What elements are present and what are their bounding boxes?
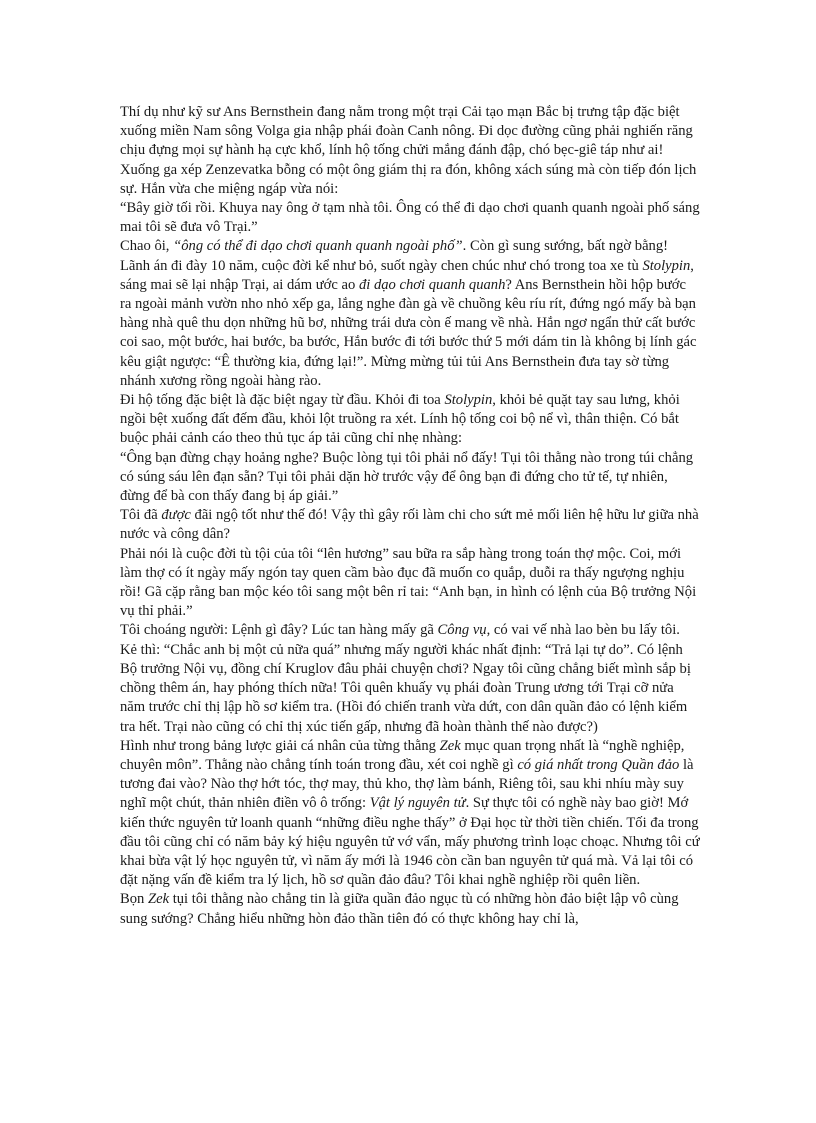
- paragraph: [120, 890, 700, 928]
- italic-text: Zek: [147, 891, 170, 908]
- italic-text: được: [161, 507, 191, 524]
- text-run: . Sự thực tôi có nghề này bao giờ! Mớ kiến thức nguyên tử loanh quanh “những điều nghe thấy” ở Đại học từ thời tiền chiến. Tối đa trong đầu tôi cũng chỉ có năm bảy ký hiệu nguyên tử vớ vẩn, mấy phương trình loạc choạc. Nhưng tôi cứ khai bừa vật lý học nguyên tử, vì năm ấy mới là 1946 còn cần ban nguyên tử quá mà. Vả lại tôi có đặt nặng vấn đề kiểm tra lý lịch, hồ sơ quần đảo đâu? Tôi khai nghề nghiệp rồi quên liền.: [120, 795, 700, 889]
- text-run: . Còn gì sung sướng, bất ngờ bằng! Lãnh án đi đày 10 năm, cuộc đời kể như bỏ, suốt ngày chen chúc như chó trong toa xe tù: [120, 238, 668, 274]
- paragraph: [120, 545, 700, 622]
- italic-text: Công vụ: [437, 622, 487, 639]
- text-run: Thí dụ như kỹ sư Ans Bernsthein đang nằm trong một trại Cải tạo mạn Bắc bị trưng tập đặc biệt xuống miền Nam sông Volga gia nhập phái đoàn Canh nông. Đi dọc đường cũng phải nghiến răng chịu đựng mọi sự hành hạ cực khổ, lính hộ tống chửi mắng đánh đập, chó bẹc-giê táp như ai! Xuống ga xép Zenzevatka bỗng có một ông giám thị ra đón, không xách súng mà còn tiếp đón lịch sự. Hắn vừa che miệng ngáp vừa nói:: [120, 104, 697, 197]
- italic-text: Zek: [439, 737, 461, 754]
- italic-text: Stolypin: [444, 392, 493, 409]
- paragraph: [120, 237, 700, 391]
- text-run: Tôi choáng người: Lệnh gì đây? Lúc tan hàng mấy gã: [120, 622, 438, 639]
- text-run: Tôi đã: [120, 507, 162, 524]
- text-run: đãi ngộ tốt như thế đó! Vậy thì gây rối làm chi cho sứt mẻ mối liên hệ hữu lư giữa nhà nước và công dân?: [120, 507, 699, 543]
- text-run: Phải nói là cuộc đời tù tội của tôi “lên hương” sau bữa ra sắp hàng trong toán thợ mộc. Coi, mới làm thợ có ít ngày mấy ngón tay quen cầm bào đục đã muốn co quắp, duỗi ra thấy ngượng nghịu rồi! Gã cặp rằng ban mộc kéo tôi sang một bên rỉ tai: “Anh bạn, in hình có lệnh của Bộ trưởng Nội vụ thỉ phải.”: [120, 545, 697, 620]
- paragraph: [120, 737, 700, 891]
- italic-text: có giá nhất trong Quần đảo: [517, 756, 680, 773]
- text-run: , có vai vế nhà lao bèn bu lấy tôi. Kẻ thì: “Chắc anh bị một củ nữa quá” nhưng mấy người khác nhất định: “Trả lại tự do”. Có lệnh Bộ trưởng Nội vụ, đồng chí Kruglov đâu phải chuyện chơi? Ngay tôi cũng chẳng biết mình sắp bị chồng thêm án, hay phóng thích nữa! Tôi quên khuấy vụ phái đoàn Trung ương tới Trại cỡ nửa năm trước chỉ thị lập hồ sơ kiểm tra. (Hồi đó chiến tranh vừa dứt, con dân quần đảo có lệnh kiểm tra hết. Trại nào cũng có chỉ thị xúc tiến gấp, nhưng đã hoàn thành thế nào được?): [120, 622, 691, 735]
- paragraph: [120, 103, 700, 199]
- paragraph: [120, 391, 700, 449]
- text-run: ? Ans Bernsthein hồi hộp bước ra ngoài mảnh vườn nho nhỏ xếp ga, lắng nghe đàn gà về chuồng kêu ríu rít, đứng ngó mấy bà bạn hàng nhà quê thu dọn những hũ bơ, những trái dưa còn ế mang về nhà. Hắn ngơ ngẩn thử cất bước coi sao, một bước, hai bước, ba bước, Hắn bước đi tới bước thứ 5 mới dám tin là không bị lính gác kêu giật ngược: “Ê thường kia, đứng lại!”. Mừng mừng tủi tủi Ans Bernsthein đưa tay sờ từng nhánh xương rồng ngoài hàng rào.: [120, 276, 697, 389]
- document-body: [120, 103, 700, 929]
- text-run: là tương đai vào? Nào thợ hớt tóc, thợ may, thủ kho, thợ làm bánh, Riêng tôi, sau khi nhíu mày suy nghĩ một chút, thản nhiên điền vô ô trống:: [120, 756, 694, 812]
- paragraph: [120, 506, 700, 544]
- italic-text: Stolypin: [642, 257, 691, 274]
- paragraph: [120, 199, 700, 237]
- paragraph: [120, 449, 700, 507]
- text-run: , khỏi bẻ quặt tay sau lưng, khỏi ngồi bệt xuống đất đếm đầu, khỏi lột truồng ra xét. Lính hộ tống coi bộ nể vì, thân thiện. Có bắt buộc phải cảnh cáo theo thủ tục áp tải cũng chỉ nhẹ nhàng:: [120, 392, 680, 447]
- italic-text: đi dạo chơi quanh quanh: [358, 276, 506, 293]
- text-run: Bọn: [120, 891, 148, 908]
- paragraph: [120, 621, 700, 736]
- italic-text: “ông có thể đi dạo chơi quanh quanh ngoài phố”: [173, 238, 463, 255]
- text-run: Hình như trong bảng lược giải cá nhân của từng thằng: [120, 737, 440, 754]
- text-run: “Ông bạn đừng chạy hoảng nghe? Buộc lòng tụi tôi phải nổ đấy! Tụi tôi thằng nào trong túi chẳng có súng sáu lên đạn sẵn? Tụi tôi phải dặn hờ trước vậy để ông bạn đi đứng cho tử tế, tự nhiên, đừng để bà con thấy đang bị áp giải.”: [120, 449, 694, 505]
- text-run: , sáng mai sẽ lại nhập Trại, ai dám ước ao: [120, 257, 694, 293]
- text-run: mục quan trọng nhất là “nghề nghiệp, chuyên môn”. Thằng nào chẳng tính toán trong đầu, xét coi nghề gì: [120, 737, 685, 773]
- text-run: Đi hộ tống đặc biệt là đặc biệt ngay từ đầu. Khỏi đi toa: [120, 392, 445, 409]
- italic-text: Vật lý nguyên tử: [369, 795, 466, 812]
- text-run: “Bây giờ tối rồi. Khuya nay ông ở tạm nhà tôi. Ông có thể đi dạo chơi quanh quanh ngoài phố sáng mai tôi sẽ đưa vô Trại.”: [120, 200, 700, 236]
- text-run: tụi tôi thằng nào chẳng tin là giữa quần đảo ngục tù có những hòn đảo biệt lập vô cùng sung sướng? Chẳng hiểu những hòn đảo thần tiên đó có thực không hay chỉ là,: [120, 891, 679, 927]
- text-run: Chao ôi,: [120, 238, 174, 255]
